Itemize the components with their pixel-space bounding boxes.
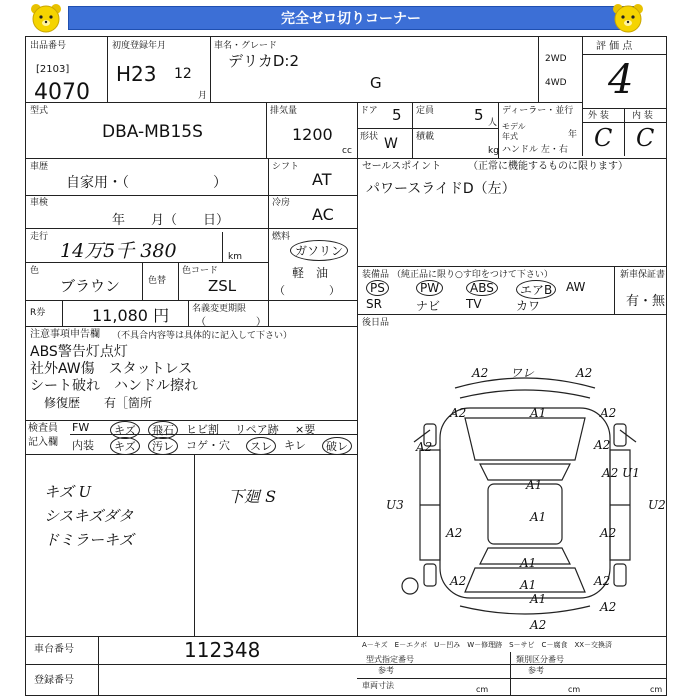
inspection-row-interior — [70, 436, 357, 452]
displacement-label: 排気量 — [270, 106, 298, 116]
chassis-no-value: 112348 — [184, 638, 261, 662]
model-label: 型式 — [30, 106, 49, 116]
recycle-label: 名義変更期限 — [192, 304, 247, 314]
damage-mark: A1 — [530, 592, 547, 606]
damage-mark: A2 — [450, 574, 467, 588]
damage-mark: A1 — [530, 510, 547, 524]
rear-items-label: 後日品 — [362, 318, 390, 328]
reference-label: 参考 — [378, 666, 394, 675]
history-value: 自家用・（ ） — [66, 175, 227, 191]
entry-label: 記入欄 — [28, 437, 58, 448]
inspection-item: スレ — [246, 437, 276, 455]
inspection-item: ヒビ割 — [186, 423, 219, 436]
capacity-value: 5 — [474, 106, 484, 124]
note-line: 修復歴 有［箇所 — [44, 396, 153, 410]
color-swap-label: 色替 — [148, 276, 167, 286]
damage-mark: A2 — [450, 406, 467, 420]
color-code-value: ZSL — [208, 277, 237, 295]
bear-mascot-left-icon — [28, 2, 64, 34]
equipment-note: （純正品に限り○す印をつけて下さい） — [392, 270, 553, 280]
cm-label-1: cm — [476, 685, 489, 694]
damage-mark: A2 — [594, 438, 611, 452]
section-banner: 完全ゼロ切りコーナー — [68, 6, 634, 30]
damage-mark: A2 U1 — [602, 466, 640, 480]
damage-mark: A1 — [526, 478, 543, 492]
damage-mark: A2 — [530, 618, 547, 632]
doors-value: 5 — [392, 106, 402, 124]
inspection-item: 飛石 — [148, 421, 178, 439]
reference-label-2: 参考 — [528, 666, 544, 675]
doors-label: ドア — [360, 106, 378, 116]
inspection-item: 破レ — [322, 437, 352, 455]
cm-label-2: cm — [568, 685, 581, 694]
damage-mark: A2 — [416, 440, 433, 454]
equipment-item: ABS — [466, 280, 498, 296]
aircon-value: AC — [312, 205, 334, 224]
equipment-item: ナビ — [416, 299, 441, 313]
damage-mark: A2 — [446, 526, 463, 540]
car-name-label: 車名・グレード — [214, 41, 278, 51]
inspection-row-windshield — [70, 420, 357, 435]
inspection-value: 年 月（ 日） — [112, 213, 230, 228]
chassis-no-label: 車台番号 — [34, 644, 74, 655]
cc-label: cc — [342, 146, 352, 156]
inspector-label: 検査員 — [28, 423, 58, 434]
tire-label: 車両寸法 — [362, 681, 394, 690]
history-label: 車歴 — [30, 162, 49, 172]
handle-label: ハンドル 左・右 — [502, 145, 568, 155]
notes-list — [30, 344, 350, 412]
load-label: 積載 — [416, 132, 435, 142]
sales-point-label: セールスポイント — [362, 161, 442, 172]
equipment-item: SR — [366, 297, 382, 311]
reg-no-label: 登録番号 — [34, 675, 74, 686]
color-code-label: 色コード — [182, 266, 219, 276]
interior-label: 内 装 — [632, 111, 653, 121]
bear-mascot-right-icon — [610, 2, 646, 34]
r-ticket-value: 11,080 円 — [92, 306, 170, 325]
note-line: シート破れ ハンドル擦れ — [30, 378, 198, 394]
car-damage-diagram — [380, 360, 670, 630]
new-warranty-value: 有・無 — [626, 294, 666, 309]
inspection-label: 車検 — [30, 198, 49, 208]
month-suffix: 月 — [198, 91, 208, 101]
dealer-label: ディーラー・並行 — [502, 106, 574, 116]
damage-mark: A2 — [600, 526, 617, 540]
2wd-label: 2WD — [545, 54, 567, 64]
inspection-item: キズ — [110, 437, 140, 455]
handwritten-note: キズ U — [44, 483, 92, 501]
inspection-item: FW — [72, 421, 90, 434]
year-suffix-label: 年 — [568, 130, 578, 140]
equipment-label: 装備品 — [362, 270, 390, 280]
sales-point-note: （正常に機能するものに限ります） — [468, 161, 628, 172]
handwritten-note: シスキズダタ — [44, 507, 134, 525]
shape-value: W — [384, 136, 398, 152]
new-warranty-label: 新車保証書 — [620, 270, 666, 280]
km-label: km — [228, 252, 242, 262]
damage-mark: ワレ — [510, 366, 535, 380]
handwritten-notes-left — [44, 480, 134, 552]
lot-code: [2103] — [36, 64, 70, 75]
interior-grade: C — [636, 124, 655, 152]
model-designation-label: 型式指定番号 — [366, 655, 414, 664]
grade-score-label: 評 価 点 — [596, 41, 633, 52]
damage-mark: A2 — [472, 366, 489, 380]
damage-mark: A1 — [530, 406, 547, 420]
exterior-grade: C — [594, 124, 613, 152]
4wd-label: 4WD — [545, 78, 567, 88]
car-name: デリカD:2 — [228, 52, 299, 70]
inspection-item: 内装 — [72, 439, 94, 452]
displacement-value: 1200 — [292, 125, 333, 144]
shift-value: AT — [312, 170, 332, 189]
person-label: 人 — [488, 118, 498, 128]
damage-mark: U2 — [648, 498, 666, 512]
damage-mark: A1 — [520, 578, 537, 592]
shift-label: シフト — [272, 162, 300, 172]
color-label: 色 — [30, 266, 40, 276]
lot-no-label: 出品番号 — [30, 41, 67, 51]
shape-label: 形状 — [360, 132, 379, 142]
cm-label-3: cm — [650, 685, 663, 694]
kg-label: kg — [488, 146, 499, 156]
equipment-item: TV — [466, 297, 482, 311]
equipment-item: PW — [416, 280, 443, 296]
equipment-item: PS — [366, 280, 389, 296]
grade-score: 4 — [608, 57, 634, 103]
mileage-value: 14万5千 380 — [60, 240, 177, 262]
registration-month: 12 — [174, 66, 192, 82]
inspection-item: コゲ・穴 — [186, 439, 230, 452]
inspection-item: キレ — [284, 439, 306, 452]
recycle-paren: （ ） — [196, 317, 266, 328]
notes-title: 注意事項申告欄 — [30, 329, 100, 340]
registration-era-year: H23 — [116, 62, 157, 86]
damage-mark: A2 — [600, 600, 617, 614]
first-registration-label: 初度登録年月 — [112, 41, 167, 51]
damage-mark: A1 — [520, 556, 537, 570]
aircon-label: 冷房 — [272, 198, 291, 208]
equipment-item: カワ — [516, 299, 541, 313]
sales-point-value: パワースライドD（左） — [366, 181, 516, 197]
damage-legend: A－キズ E－エクボ U－凹み W－修理跡 S－サビ C－腐食 XX－交換済 — [362, 641, 613, 649]
model-code: DBA-MB15S — [102, 122, 203, 142]
damage-mark: A2 — [576, 366, 593, 380]
mileage-label: 走行 — [30, 232, 49, 242]
note-line: ABS警告灯点灯 — [30, 344, 128, 360]
fuel-diesel: 軽 油 — [292, 266, 329, 280]
fuel-gasoline-text: ガソリン — [295, 244, 344, 258]
fuel-label: 燃料 — [272, 232, 291, 242]
capacity-label: 定員 — [416, 106, 435, 116]
damage-mark: A2 — [594, 574, 611, 588]
lot-number: 4070 — [34, 80, 90, 105]
equipment-item: AW — [566, 280, 586, 294]
inspection-item: リペア跡 — [235, 423, 279, 436]
inspection-item: キズ — [110, 421, 140, 439]
category-no-label: 類別区分番号 — [516, 655, 564, 664]
color-value: ブラウン — [60, 277, 121, 295]
equipment-grid — [366, 280, 614, 314]
damage-marks-layer — [380, 360, 670, 630]
inspection-item: ×要 — [295, 423, 316, 436]
r-ticket-label: R券 — [30, 308, 46, 318]
handwritten-note-underbody: 下廻 S — [228, 487, 277, 506]
equipment-item: エアB — [516, 280, 556, 299]
car-grade: G — [370, 74, 382, 92]
damage-mark: A2 — [600, 406, 617, 420]
note-line: 社外AW傷 スタットレス — [30, 361, 193, 377]
notes-note: （不具合内容等は具体的に記入して下さい） — [112, 331, 293, 341]
handwritten-note: ドミラーキズ — [44, 531, 134, 549]
fuel-gasoline — [290, 240, 348, 261]
model-year-label: モデル 年式 — [502, 122, 526, 141]
damage-mark: U3 — [386, 498, 404, 512]
exterior-label: 外 装 — [588, 111, 609, 121]
inspection-item: 汚レ — [148, 437, 178, 455]
fuel-paren: （ ） — [274, 284, 340, 297]
